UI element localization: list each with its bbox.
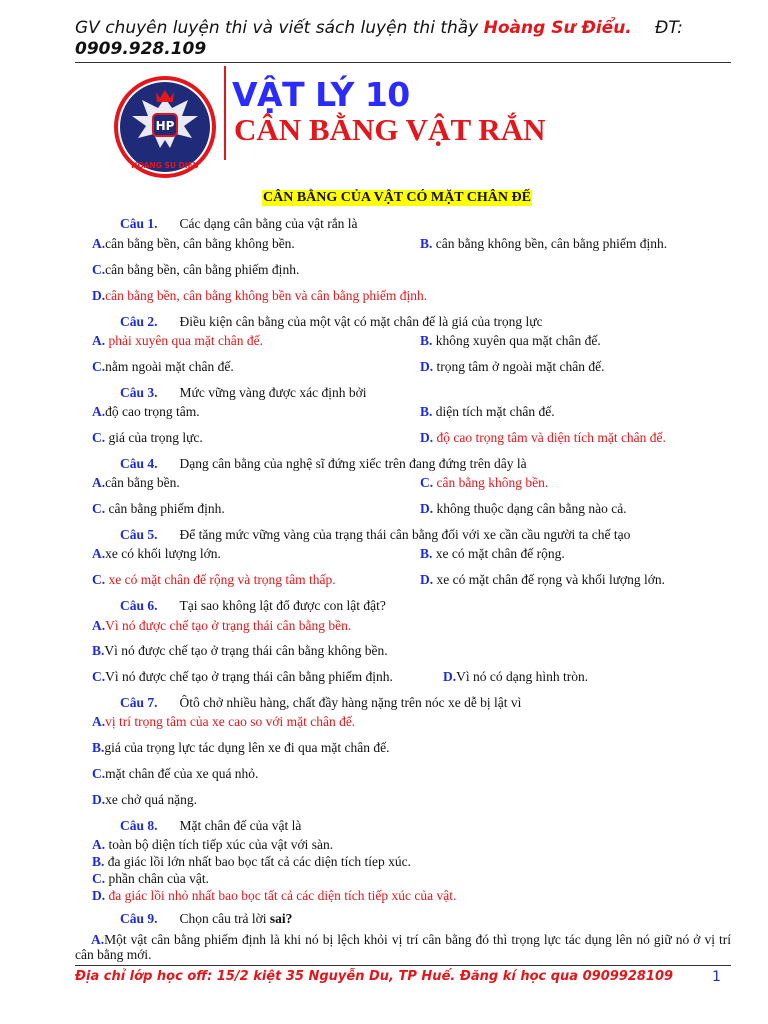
option-b: B. không xuyên qua mặt chân đế. [420,333,601,348]
option-a: A.cân bằng bền, cân bằng không bền. [92,236,295,251]
question-7: Câu 7. Ôtô chở nhiều hàng, chất đầy hàng nặng trên nóc xe dễ bị lật vì [120,695,522,710]
question-2: Câu 2. Điều kiện cân bằng của một vật có mặt chân đế là giá của trọng lực [120,314,543,329]
option-b: B.giá của trọng lực tác dụng lên xe đi qua mặt chân đế. [92,740,390,755]
question-6: Câu 6. Tại sao không lật đổ được con lật đật? [120,598,386,613]
option-d-answer: D. đa giác lồi nhỏ nhất bao bọc tất cả các diện tích tiếp xúc của vật. [92,888,457,903]
option-d: D. trọng tâm ở ngoài mặt chân đế. [420,359,605,374]
option-a: A.độ cao trọng tâm. [92,404,200,419]
option-c: C.cân bằng bền, cân bằng phiếm định. [92,262,300,277]
question-5: Câu 5. Để tăng mức vững vàng của trạng thái cân bằng đối với xe cần cầu người ta chế tạo [120,527,631,542]
option-c: C.nằm ngoài mặt chân đế. [92,359,234,374]
question-text: Các dạng cân bằng của vật rắn là [179,216,358,231]
question-1 [120,216,358,232]
logo-ring-text: HOANG SU DIEU [131,161,199,170]
page-number: 1 [712,969,721,985]
option-a-answer: A.vị trí trọng tâm của xe cao so với mặt chân đế. [92,714,356,729]
option-c: C.Vì nó được chế tạo ở trạng thái cân bằng phiếm định. [92,669,393,684]
footer-address: Địa chỉ lớp học off: 15/2 kiệt 35 Nguyễn Du, TP Huế. Đăng kí học qua 0909928109 [75,969,674,984]
header-divider [75,62,731,63]
title-accent-bar [224,66,226,160]
option-c-answer: C. xe có mặt chân đế rộng và trọng tâm thấp. [92,572,336,587]
question-8: Câu 8. Mặt chân đế của vật là [120,818,302,833]
question-label: Câu 1. [120,216,158,231]
option-d: D.Vì nó có dạng hình tròn. [443,669,589,684]
teacher-name: Hoàng Sư Điểu. [483,18,632,38]
option-b: B. diện tích mặt chân đế. [420,404,555,419]
page-header [75,18,735,60]
option-d-answer: D. độ cao trọng tâm và diện tích mặt chân đế. [420,430,666,445]
section-heading: CÂN BẰNG CỦA VẬT CÓ MẶT CHÂN ĐẾ [263,190,531,205]
question-9: Câu 9. Chọn câu trả lời sai? [120,911,293,926]
option-c: C.mặt chân đế của xe quá nhỏ. [92,766,259,781]
phone-number: 0909.928.109 [75,39,207,59]
option-b: B. cân bằng không bền, cân bằng phiếm định. [420,236,668,251]
subject-title: VẬT LÝ 10 [232,75,410,114]
footer-divider [75,965,731,966]
option-a: A.cân bằng bền. [92,475,180,490]
option-a: A.xe có khối lượng lớn. [92,546,221,561]
option-d: D.xe chở quá nặng. [92,792,197,807]
option-a-answer: A.Vì nó được chế tạo ở trạng thái cân bằng bền. [92,618,352,633]
option-a: A. toàn bộ diện tích tiếp xúc của vật với sàn. [92,837,334,852]
question-4: Câu 4. Dạng cân bằng của nghệ sĩ đứng xiếc trên đang đứng trên dây là [120,456,527,471]
option-d-answer: D.cân bằng bền, cân bằng không bền và cân bằng phiếm định. [92,288,428,303]
option-a-answer: A. phải xuyên qua mặt chân đế. [92,333,263,348]
option-b: B.Vì nó được chế tạo ở trạng thái cân bằng không bền. [92,643,388,658]
option-c: C. phần chân của vật. [92,871,209,886]
option-b: B. xe có mặt chân đế rộng. [420,546,565,561]
brand-logo [112,74,218,180]
phone-label: ĐT: [655,18,683,38]
option-b: B. đa giác lồi lớn nhất bao bọc tất cả các diện tích tíep xúc. [92,854,412,869]
option-d: D. xe có mặt chân đế rọng và khối lượng lớn. [420,572,666,587]
logo-initials: HP [155,119,175,133]
option-c: C. giá của trọng lực. [92,430,203,445]
header-prefix: GV chuyên luyện thi và viết sách luyện thi thầy [75,18,484,38]
option-d: D. không thuộc dạng cân bằng nào cả. [420,501,627,516]
option-b-answer: C. cân bằng không bền. [420,475,549,490]
topic-title: CÂN BẰNG VẬT RẮN [234,112,546,147]
option-c: C. cân bằng phiếm định. [92,501,225,516]
option-a-paragraph: A.Một vật cân bằng phiếm định là khi nó bị lệch khỏi vị trí cân bằng đó thì trọng lực tác dụng lên nó giữ nó ở vị trí cân bằng mới. [75,932,731,962]
emphasis: sai? [269,911,293,926]
question-3: Câu 3. Mức vững vàng được xác định bởi [120,385,367,400]
